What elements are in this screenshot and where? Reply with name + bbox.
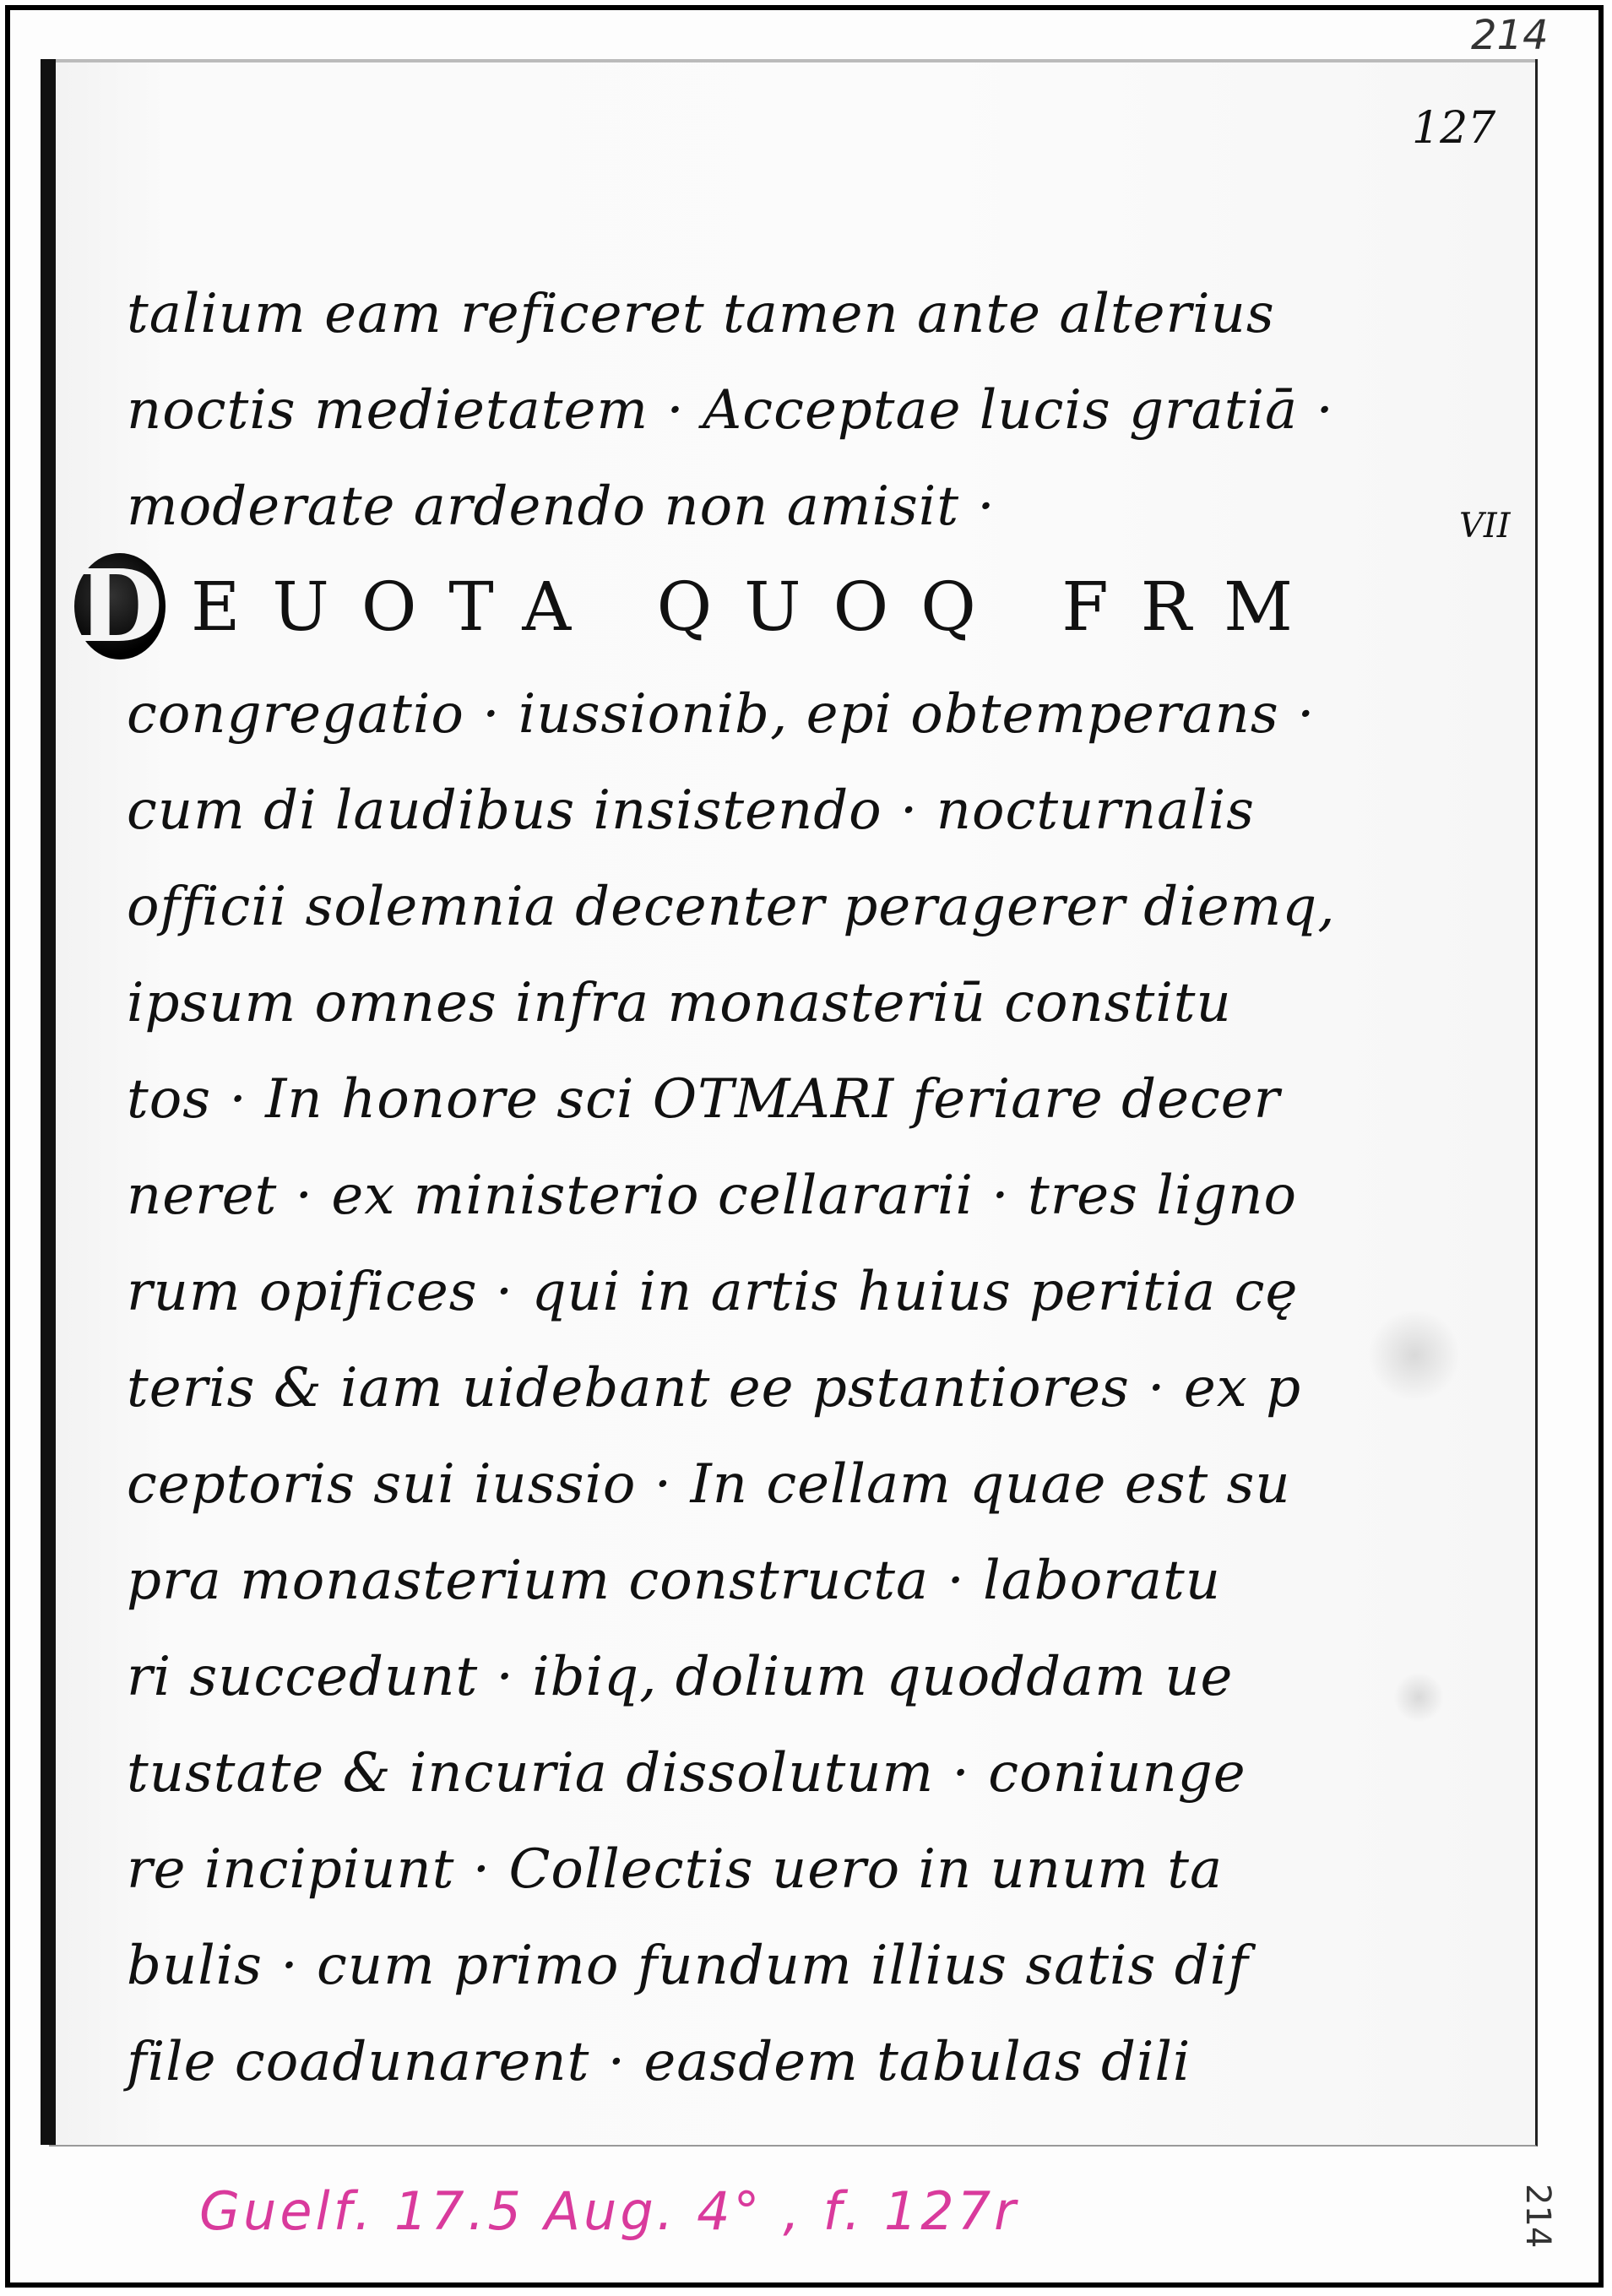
text-line: tos · In honore sci OTMARI feriare decer [127,1068,1281,1131]
text-line: tustate & incuria dissolutum · coniunge [127,1742,1246,1805]
side-number: 214 [1518,2184,1557,2249]
text-line: ceptoris sui iussio · In cellam quae est su [127,1453,1291,1516]
text-line: officii solemnia decenter peragerer diemq, [127,876,1336,938]
heading-capitals: EUOTA QUOQ FRM [191,567,1325,646]
text-line: neret · ex ministerio cellararii · tres ligno [127,1164,1297,1227]
text-line: teris & iam uidebant ee pstantiores · ex p [127,1357,1302,1419]
text-line: moderate ardendo non amisit · [127,475,996,538]
text-line: noctis medietatem · Acceptae lucis gratiā · [127,379,1334,442]
text-line: bulis · cum primo fundum illius satis dif [127,1935,1249,1997]
text-line: ri succedunt · ibiq, dolium quoddam ue [127,1646,1234,1708]
decorated-initial: D [74,553,166,659]
archive-number: 214 [1471,12,1549,59]
text-line: talium eam reficeret tamen ante alterius [127,283,1275,345]
stain [1393,1672,1444,1723]
text-line: rum opifices · qui in artis huius peritia cę [127,1261,1299,1323]
leaf-top-edge [49,59,1535,62]
manuscript-text [76,266,1336,2110]
text-line: ipsum omnes infra monasteriū constitu [127,972,1232,1034]
stain [1368,1309,1461,1402]
text-line: re incipiunt · Collectis uero in unum ta [127,1838,1224,1901]
folio-number: 127 [1412,103,1496,154]
text-line: congregatio · iussionib, epi obtemperans · [127,683,1316,746]
text-line: pra monasterium constructa · laboratu [127,1550,1221,1612]
shelfmark-label: Guelf. 17.5 Aug. 4° , f. 127r [199,2180,1019,2242]
binding-edge [41,59,56,2145]
chapter-heading [74,547,1326,665]
text-line: file coadunarent · easdem tabulas dili [127,2031,1191,2093]
chapter-number: VII [1459,507,1511,546]
text-line: cum di laudibus insistendo · nocturnalis [127,779,1255,842]
